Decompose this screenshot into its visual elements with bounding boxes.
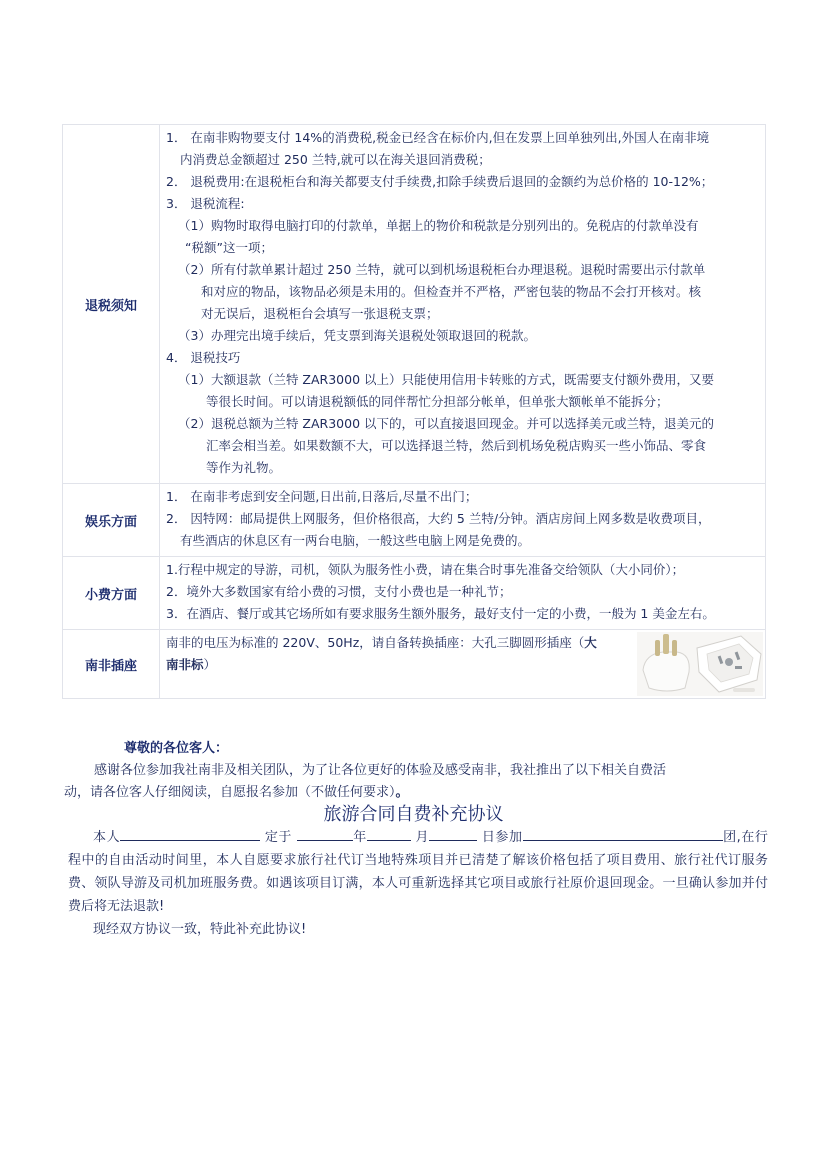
label-on: 定于 <box>264 830 292 845</box>
list-item: 内消费总金额超过 250 兰特,就可以在海关退回消费税； <box>180 152 491 167</box>
name-blank[interactable] <box>120 826 260 841</box>
label-day-join: 日参加 <box>481 830 523 845</box>
month-blank[interactable] <box>367 826 411 841</box>
list-item: 对无误后，退税柜台会填写一张退税支票； <box>201 306 439 321</box>
list-item: 4． 退税技巧 <box>166 350 241 365</box>
list-item: （1）购物时取得电脑打印的付款单，单据上的物价和税款是分别列出的。免税店的付款单没有 <box>178 218 699 233</box>
list-item: （1）大额退款（兰特 ZAR3000 以上）只能使用信用卡转账的方式，既需要支付额外费用，又要 <box>178 372 715 387</box>
agreement-text: 在行程中的自由活动时间里，本人自愿要求旅行社代订当地特殊项目并已清楚了解该价格包括了项目费用、旅行社代订服务费、领队导游及司机加班服务费。如遇该项目订满，本人可重新选择其它项目或旅行社原价退回现金。一旦确认参加并付费后将无法退款! <box>68 830 768 914</box>
list-item: 1． 在南非购物要支付 14%的消费税,税金已经含在标价内,但在发票上回单独列出,外国人在南非境 <box>166 130 710 145</box>
category-cell: 娱乐方面 <box>63 484 160 557</box>
plug-adapter-icon <box>637 632 763 696</box>
letter-intro <box>66 738 770 804</box>
list-item: 汇率会相当差。如果数额不大，可以选择退兰特，然后到机场免税店购买一些小饰品、零食 <box>206 438 707 453</box>
list-item: 和对应的物品，该物品必须是未用的。但检查并不严格，严密包装的物品不会打开核对。核 <box>201 284 702 299</box>
day-blank[interactable] <box>429 826 477 841</box>
label-month: 月 <box>415 830 430 845</box>
list-item: 2．境外大多数国家有给小费的习惯，支付小费也是一种礼节； <box>166 584 512 599</box>
label-person: 本人 <box>93 830 121 845</box>
list-item: （2）所有付款单累计超过 250 兰特，就可以到机场退税柜台办理退税。退税时需要出示付款单 <box>178 262 706 277</box>
plug-content <box>160 630 766 699</box>
plug-text-bold: 南非标 <box>166 657 204 672</box>
plug-text-bold: 大 <box>584 635 597 650</box>
list-item: 2． 因特网：邮局提供上网服务，但价格很高，大约 5 兰特/分钟。酒店房间上网多数是收费项目， <box>166 511 711 526</box>
tax-notice-content <box>160 125 766 484</box>
intro-text: 感谢各位参加我社南非及相关团队，为了让各位更好的体验及感受南非，我社推出了以下相关自费活 <box>94 763 667 778</box>
tour-blank[interactable] <box>523 826 723 841</box>
list-item: 1． 在南非考虑到安全问题,日出前,日落后,尽量不出门； <box>166 489 478 504</box>
table-row <box>63 630 766 699</box>
list-item: 等很长时间。可以请退税额低的同伴帮忙分担部分帐单，但单张大额帐单不能拆分； <box>206 394 669 409</box>
agreement-body <box>68 826 768 941</box>
plug-text: ） <box>203 657 217 672</box>
plug-text: 南非的电压为标准的 220V、50Hz，请自备转换插座：大孔三脚圆形插座（ <box>166 635 585 650</box>
agreement-title: 旅游合同自费补充协议 <box>323 804 504 825</box>
intro-text-part: 动，请各位客人仔细阅读，自愿报名参加（不做任何要求） <box>64 785 396 800</box>
year-blank[interactable] <box>297 826 353 841</box>
category-cell: 小费方面 <box>63 557 160 630</box>
intro-text-stop: 。 <box>395 785 409 800</box>
list-item: （3）办理完出境手续后，凭支票到海关退税处领取退回的税款。 <box>178 328 536 343</box>
list-item: 2． 退税费用:在退税柜台和海关都要支付手续费,扣除手续费后退回的金额约为总价格的 10-12%； <box>166 174 714 189</box>
agreement-paragraph <box>68 826 768 918</box>
list-item: （2）退税总额为兰特 ZAR3000 以下的，可以直接退回现金。并可以选择美元或兰特，退美元的 <box>178 416 715 431</box>
list-item: 有些酒店的休息区有一两台电脑，一般这些电脑上网是免费的。 <box>180 533 531 548</box>
table-row <box>63 125 766 484</box>
category-cell: 南非插座 <box>63 630 160 699</box>
travel-notice-table <box>62 124 766 699</box>
list-item: 1.行程中规定的导游，司机，领队为服务性小费，请在集合时事先准备交给领队（大小同价）； <box>166 562 685 577</box>
tips-content <box>160 557 766 630</box>
list-item: 3． 退税流程: <box>166 196 245 211</box>
label-year: 年 <box>352 830 367 845</box>
greeting: 尊敬的各位客人： <box>124 741 229 756</box>
entertainment-content <box>160 484 766 557</box>
label-tour: 团, <box>722 830 741 845</box>
closing-text: 现经双方协议一致，特此补充此协议! <box>93 922 307 937</box>
category-cell: 退税须知 <box>63 125 160 484</box>
table-row <box>63 484 766 557</box>
list-item: “税额”这一项； <box>185 240 273 255</box>
list-item: 3．在酒店、餐厅或其它场所如有要求服务生额外服务，最好支付一定的小费，一般为 1 美金左右。 <box>166 606 715 621</box>
table-row <box>63 557 766 630</box>
list-item: 等作为礼物。 <box>206 460 282 475</box>
